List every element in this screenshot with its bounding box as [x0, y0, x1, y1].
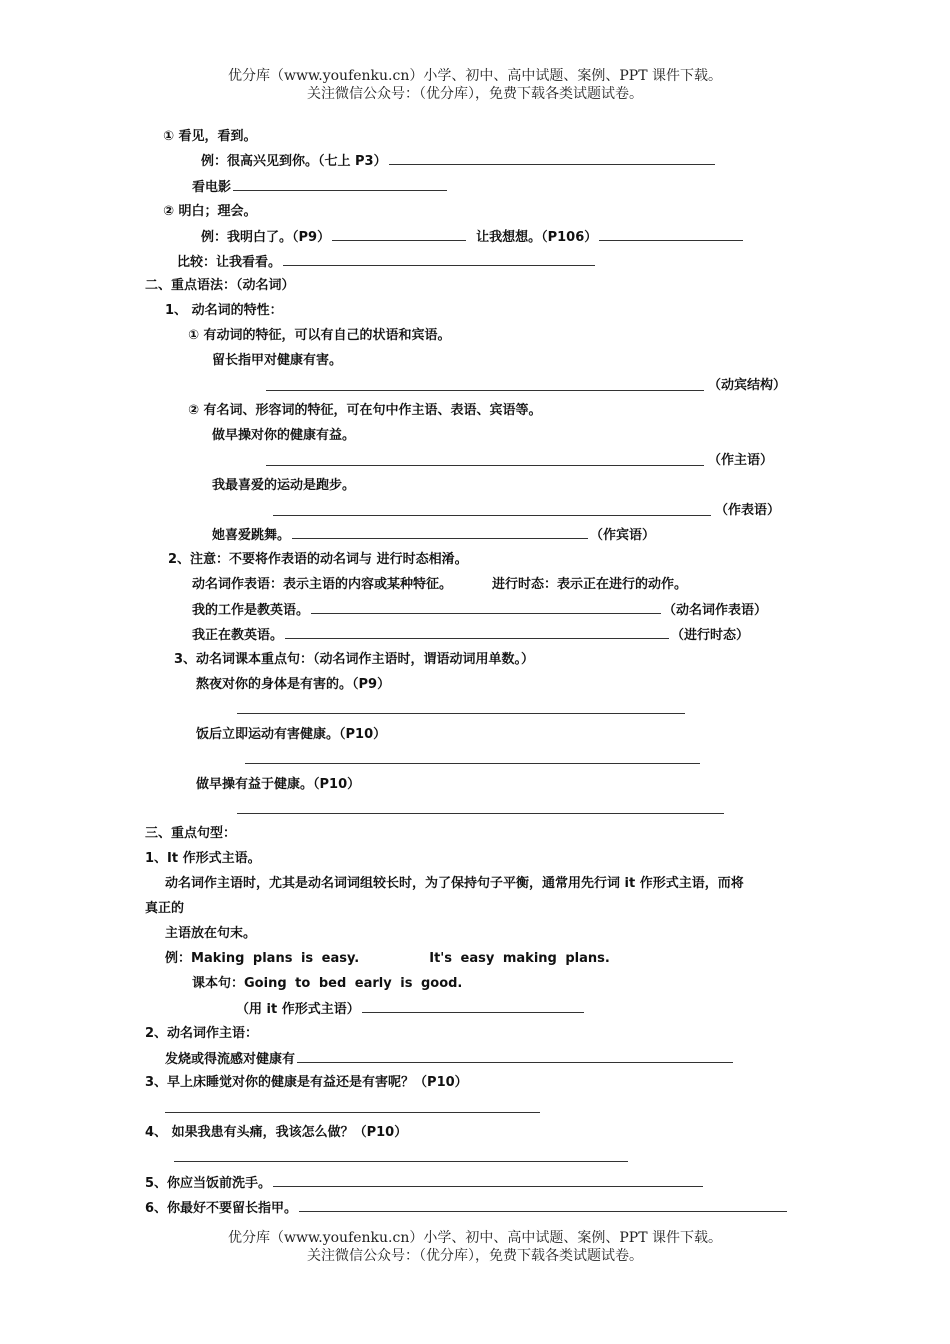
- patterns-p4: 4、 如果我患有头痛，我该怎么做？（P10）: [145, 1125, 408, 1140]
- answer-blank[interactable]: [237, 713, 685, 714]
- patterns-p2-example: [165, 1050, 735, 1069]
- grammar-f2-example1: 做早操对你的健康有益。: [212, 428, 356, 443]
- answer-blank[interactable]: [165, 1112, 540, 1113]
- patterns-p1-desc2: 真正的: [145, 901, 185, 916]
- meaning2-examples: [201, 228, 745, 247]
- grammar-s3-example2: 饭后立即运动有害健康。（P10）: [196, 727, 387, 742]
- patterns-p1-example-b: It's easy making plans.: [429, 951, 610, 966]
- grammar-s2-gerund-def: 动名词作表语：表示主语的内容或某种特征。: [192, 577, 453, 592]
- patterns-p1-example-label: 例：: [165, 951, 192, 966]
- answer-blank[interactable]: [245, 763, 700, 764]
- patterns-p1-textbook-label: 课本句：: [192, 976, 245, 991]
- patterns-p1: 1、It 作形式主语。: [145, 851, 261, 866]
- answer-blank[interactable]: [285, 626, 669, 639]
- meaning2-example-b: 让我想想。（P106）: [476, 230, 598, 245]
- grammar-s2-progressive-def: 进行时态：表示正在进行的动作。: [492, 577, 688, 592]
- answer-blank[interactable]: [311, 601, 661, 614]
- meaning2-example-a: 例：我明白了。（P9）: [201, 230, 331, 245]
- grammar-s2-example2: [192, 626, 749, 645]
- answer-blank[interactable]: [233, 178, 447, 191]
- patterns-p3: 3、早上床睡觉对你的健康是有益还是有害呢？（P10）: [145, 1075, 468, 1090]
- answer-blank[interactable]: [283, 253, 595, 266]
- grammar-s2-example2-text: 我正在教英语。: [192, 628, 284, 643]
- meaning1-title: ① 看见，看到。: [163, 129, 257, 144]
- answer-blank[interactable]: [273, 515, 711, 516]
- answer-blank[interactable]: [273, 1174, 703, 1187]
- meaning2-compare-text: 比较：让我看看。: [177, 255, 282, 270]
- page-header-line1: 优分库（www.youfenku.cn）小学、初中、高中试题、案例、PPT 课件下载。: [227, 68, 722, 84]
- grammar-heading: 二、重点语法：（动名词）: [145, 278, 295, 293]
- patterns-p1-example: [165, 950, 610, 968]
- answer-blank[interactable]: [266, 390, 704, 391]
- grammar-f2-tag1: （作主语）: [708, 453, 774, 468]
- grammar-s1: 1、 动名词的特性：: [165, 303, 283, 318]
- patterns-p1-hint-text: （用 it 作形式主语）: [236, 1002, 360, 1017]
- patterns-p1-desc1: 动名词作主语时，尤其是动名词词组较长时，为了保持句子平衡，通常用先行词 it 作形式主语，而将: [165, 876, 744, 891]
- meaning1-example: [201, 152, 717, 171]
- patterns-p2: 2、动名词作主语：: [145, 1026, 259, 1041]
- patterns-p6: [145, 1199, 789, 1218]
- grammar-s2-example1-text: 我的工作是教英语。: [192, 603, 310, 618]
- answer-blank[interactable]: [599, 228, 743, 241]
- grammar-f2: ② 有名词、形容词的特征，可在句中作主语、表语、宾语等。: [188, 403, 542, 418]
- meaning1-extra: [192, 178, 449, 197]
- answer-blank[interactable]: [299, 1199, 787, 1212]
- grammar-f2-example3: [212, 526, 655, 545]
- patterns-p1-desc3: 主语放在句末。: [165, 926, 257, 941]
- grammar-s2: 2、注意：不要将作表语的动名词与 进行时态相淆。: [168, 552, 468, 567]
- grammar-f2-tag2: （作表语）: [715, 503, 781, 518]
- patterns-heading: 三、重点句型：: [145, 826, 237, 841]
- grammar-s3-example1: 熬夜对你的身体是有害的。（P9）: [196, 677, 391, 692]
- meaning2-compare: [177, 253, 597, 272]
- patterns-p6-text: 6、你最好不要留长指甲。: [145, 1201, 298, 1216]
- answer-blank[interactable]: [237, 813, 724, 814]
- grammar-s3-example3: 做早操有益于健康。（P10）: [196, 777, 361, 792]
- patterns-p5: [145, 1174, 705, 1193]
- grammar-s3: 3、动名词课本重点句：（动名词作主语时，谓语动词用单数。）: [174, 652, 535, 667]
- answer-blank[interactable]: [266, 465, 704, 466]
- patterns-p1-textbook-sentence: Going to bed early is good.: [244, 976, 463, 991]
- answer-blank[interactable]: [362, 1000, 584, 1013]
- grammar-f2-example2: 我最喜爱的运动是跑步。: [212, 478, 356, 493]
- page-header-line2: 关注微信公众号：（优分库），免费下载各类试题试卷。: [307, 86, 643, 102]
- page-footer-line2: 关注微信公众号：（优分库），免费下载各类试题试卷。: [307, 1248, 643, 1264]
- meaning1-extra-text: 看电影: [192, 180, 232, 195]
- patterns-p2-example-text: 发烧或得流感对健康有: [165, 1052, 296, 1067]
- patterns-p1-textbook: [192, 975, 462, 993]
- patterns-p1-example-a: Making plans is easy.: [191, 951, 360, 966]
- grammar-s2-tag2: （进行时态）: [671, 628, 750, 643]
- grammar-s2-definitions: [192, 576, 687, 594]
- grammar-s2-example1: [192, 601, 767, 620]
- grammar-f1-tag: （动宾结构）: [708, 378, 787, 393]
- answer-blank[interactable]: [332, 228, 466, 241]
- patterns-p5-text: 5、你应当饭前洗手。: [145, 1176, 272, 1191]
- answer-blank[interactable]: [292, 526, 588, 539]
- patterns-p1-hint: [236, 1000, 586, 1019]
- answer-blank[interactable]: [389, 152, 715, 165]
- page-footer-line1: 优分库（www.youfenku.cn）小学、初中、高中试题、案例、PPT 课件下载。: [227, 1230, 722, 1246]
- grammar-f2-example3-text: 她喜爱跳舞。: [212, 528, 291, 543]
- meaning2-title: ② 明白；理会。: [163, 204, 257, 219]
- answer-blank[interactable]: [297, 1050, 733, 1063]
- grammar-f2-tag3: （作宾语）: [590, 528, 656, 543]
- answer-blank[interactable]: [174, 1161, 628, 1162]
- meaning1-example-text: 例：很高兴见到你。（七上 P3）: [201, 154, 387, 169]
- grammar-s2-tag1: （动名词作表语）: [663, 603, 768, 618]
- grammar-f1-example: 留长指甲对健康有害。: [212, 353, 343, 368]
- grammar-f1: ① 有动词的特征，可以有自己的状语和宾语。: [188, 328, 451, 343]
